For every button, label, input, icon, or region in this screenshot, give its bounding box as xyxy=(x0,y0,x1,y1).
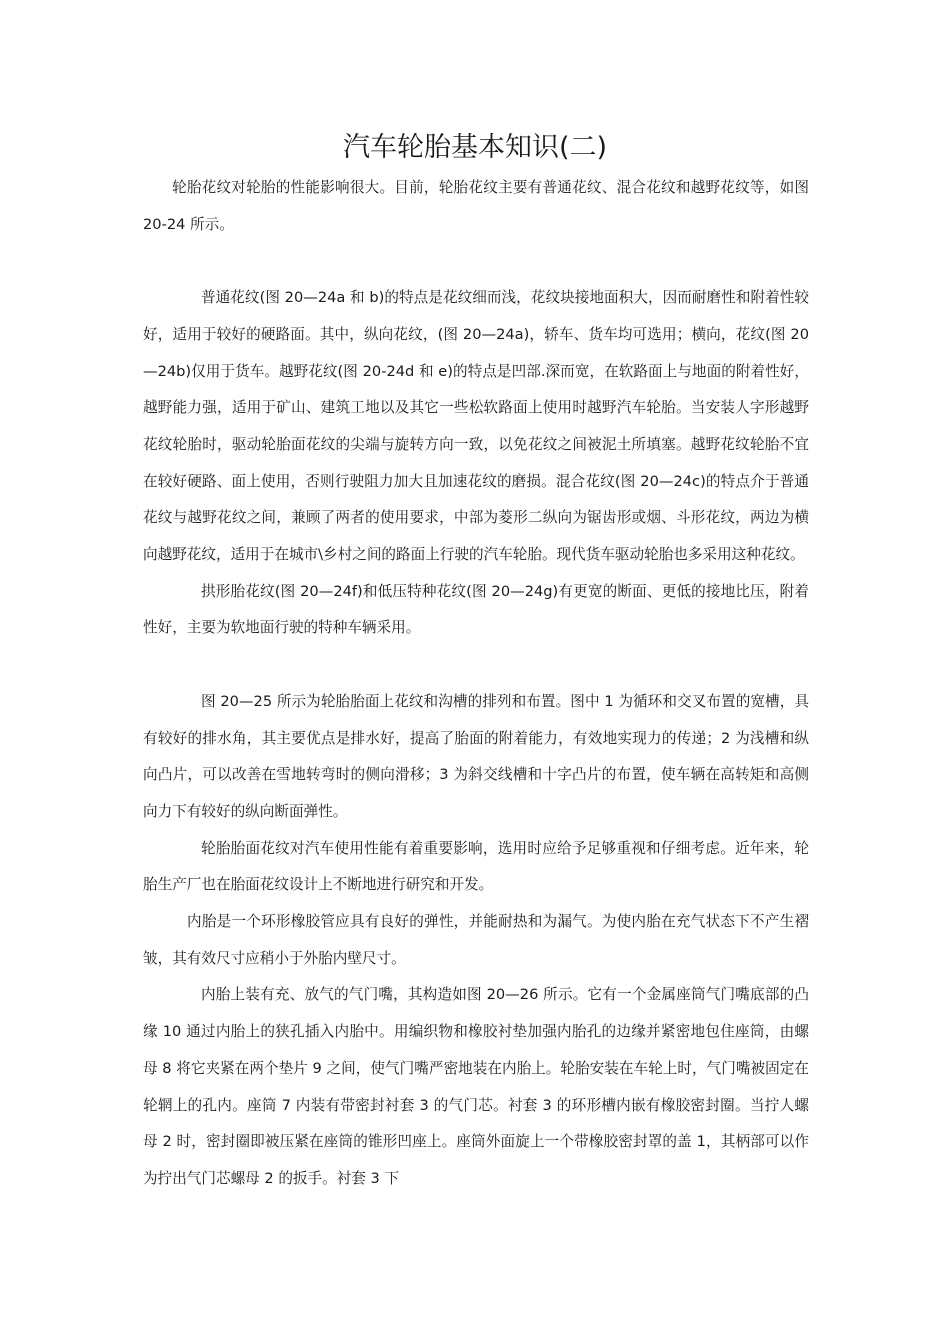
paragraph-arch-tread: 拱形胎花纹(图 20—24f)和低压特种花纹(图 20—24g)有更宽的断面、更低的接地比压，附着性好，主要为软地面行驶的特种车辆采用。 xyxy=(143,582,809,637)
paragraph-tread-types: 普通花纹(图 20—24a 和 b)的特点是花纹细而浅，花纹块接地面积大，因而耐磨性和附着性较好，适用于较好的硬路面。其中，纵向花纹，(图 20—24a)，轿车、货车均可选用；横向，花纹(图 20—24b)仅用于货车。越野花纹(图 20-24d 和 e)的特点是凹部.深而宽，在软路面上与地面的附着性好，越野能力强，适用于矿山、建筑工地以及其它一些松软路面上使用时越野汽车轮胎。当安装人字形越野花纹轮胎时，驱动轮胎面花纹的尖端与旋转方向一致，以免花纹之间被泥土所填塞。越野花纹轮胎不宜在较好硬路、面上使用，否则行驶阻力加大且加速花纹的磨损。混合花纹(图 20—24c)的特点介于普通花纹与越野花纹之间，兼顾了两者的使用要求，中部为菱形二纵向为锯齿形或烟、斗形花纹，两边为横向越野花纹，适用于在城市\乡村之间的路面上行驶的汽车轮胎。现代货车驱动轮胎也多采用这种花纹。 xyxy=(143,289,809,564)
paragraph-inner-tube: 内胎是一个环形橡胶管应具有良好的弹性，并能耐热和为漏气。为使内胎在充气状态下不产生褶皱，其有效尺寸应稍小于外胎内壁尺寸。 xyxy=(143,913,809,967)
paragraph-gap xyxy=(143,243,809,280)
document-body xyxy=(143,170,809,1198)
paragraph-tread-importance: 轮胎胎面花纹对汽车使用性能有着重要影响，选用时应给予足够重视和仔细考虑。近年来，轮胎生产厂也在胎面花纹设计上不断地进行研究和开发。 xyxy=(143,839,809,894)
paragraph-tread-intro: 轮胎花纹对轮胎的性能影响很大。目前，轮胎花纹主要有普通花纹、混合花纹和越野花纹等，如图 20-24 所示。 xyxy=(143,179,809,233)
document-title: 汽车轮胎基本知识(二) xyxy=(342,132,608,163)
paragraph-valve: 内胎上装有充、放气的气门嘴，其构造如图 20—26 所示。它有一个金属座筒气门嘴底部的凸缘 10 通过内胎上的狭孔插入内胎中。用编织物和橡胶衬垫加强内胎孔的边缘并紧密地包住座筒，由螺母 8 将它夹紧在两个垫片 9 之间，使气门嘴严密地装在内胎上。轮胎安装在车轮上时，气门嘴被固定在轮辋上的孔内。座筒 7 内装有带密封衬套 3 的气门芯。衬套 3 的环形槽内嵌有橡胶密封圈。当拧人螺母 2 时，密封圈即被压紧在座筒的锥形凹座上。座筒外面旋上一个带橡胶密封罩的盖 1，其柄部可以作为拧出气门芯螺母 2 的扳手。衬套 3 下 xyxy=(143,986,809,1187)
paragraph-gap xyxy=(143,647,809,684)
paragraph-groove-layout: 图 20—25 所示为轮胎胎面上花纹和沟槽的排列和布置。图中 1 为循环和交叉布置的宽槽，具有较好的排水角，其主要优点是排水好，提高了胎面的附着能力，有效地实现力的传递；2 为浅槽和纵向凸片，可以改善在雪地转弯时的侧向滑移；3 为斜交线槽和十字凸片的布置，使车辆在高转矩和高侧向力下有较好的纵向断面弹性。 xyxy=(143,692,809,820)
